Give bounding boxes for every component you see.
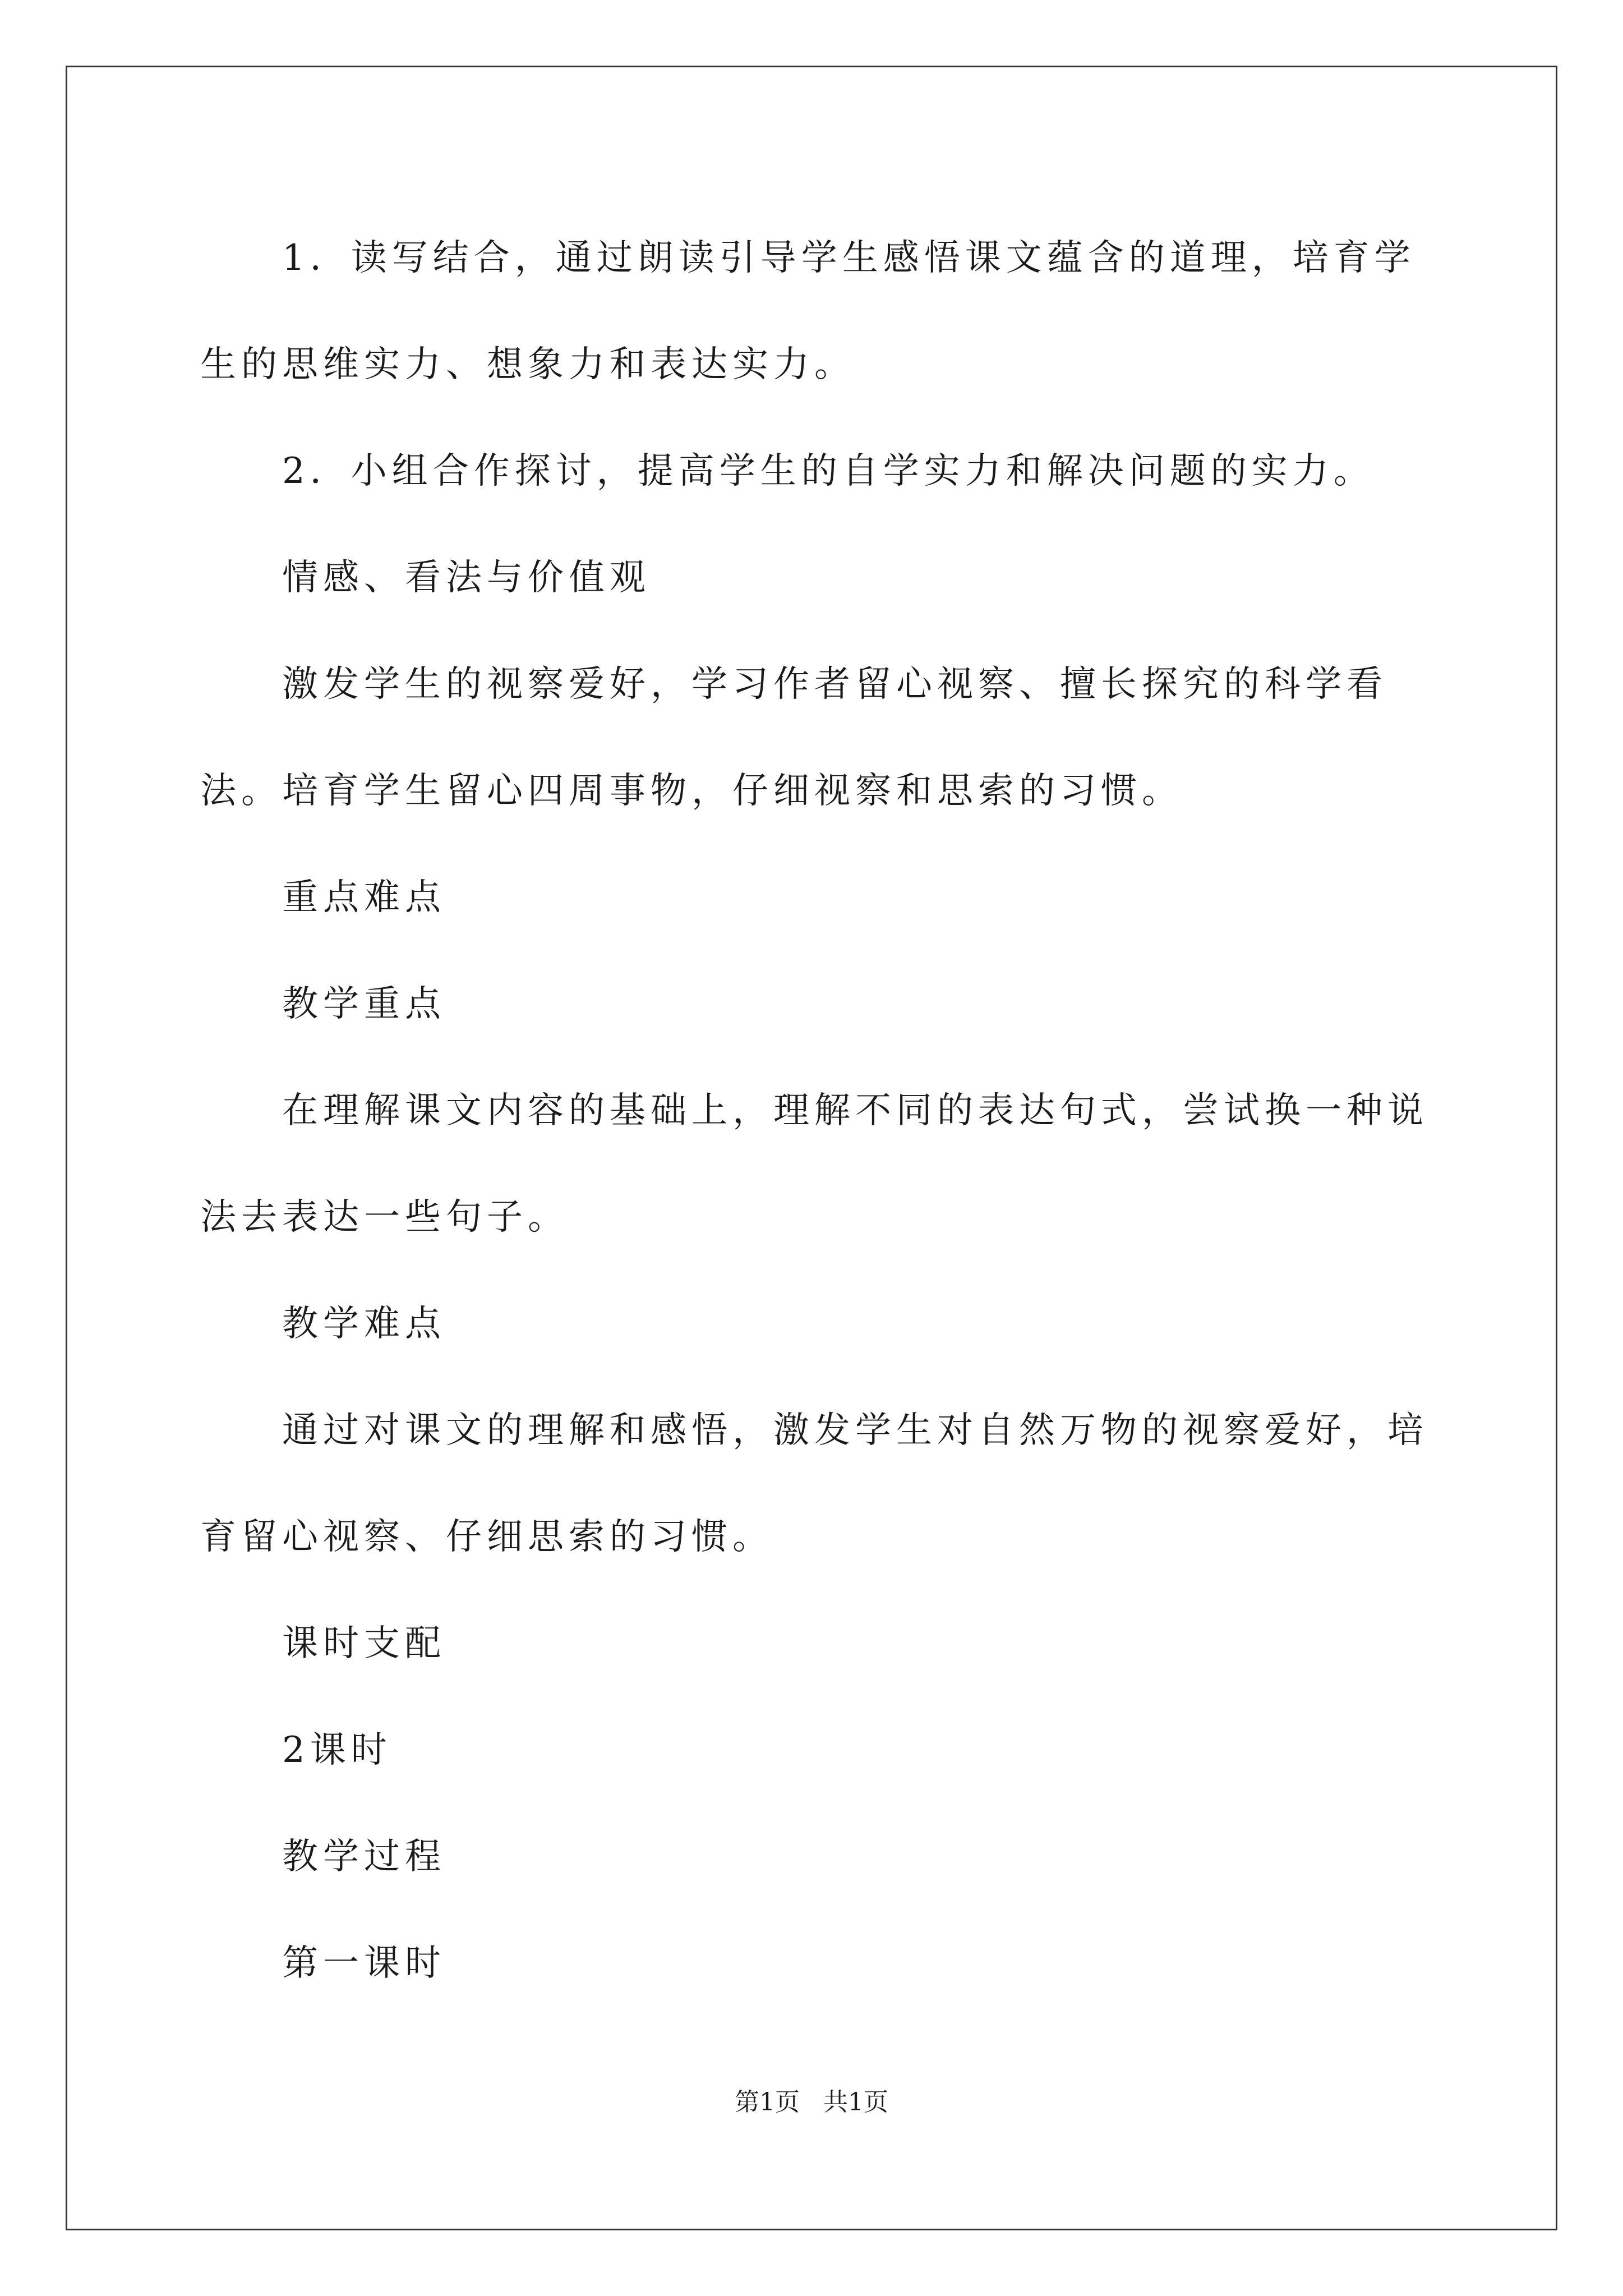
heading-teaching-focus: 教学重点 <box>282 983 446 1025</box>
heading-teaching-difficulty: 教学难点 <box>282 1303 446 1345</box>
paragraph-teaching-difficulty: 通过对课文的理解和感悟，激发学生对自然万物的视察爱好，培育留心视察、仔细思索的习惯。 <box>200 1410 1428 1558</box>
paragraph-objective-2: 2．小组合作探讨，提高学生的自学实力和解决问题的实力。 <box>282 450 1375 492</box>
paragraph-objective-1: 1．读写结合，通过朗读引导学生感悟课文蕴含的道理，培育学生的思维实力、想象力和表达实力。 <box>200 237 1415 385</box>
paragraph-class-hours: 2课时 <box>282 1729 392 1771</box>
heading-teaching-process: 教学过程 <box>282 1836 446 1878</box>
paragraph-teaching-focus: 在理解课文内容的基础上，理解不同的表达句式，尝试换一种说法去表达一些句子。 <box>200 1090 1428 1238</box>
page-number-footer: 第1页 共1页 <box>735 2088 888 2116</box>
heading-emotion-attitude-values: 情感、看法与价值观 <box>282 557 651 599</box>
heading-key-difficult-points: 重点难点 <box>282 877 446 918</box>
heading-class-hours: 课时支配 <box>282 1623 446 1664</box>
heading-first-lesson: 第一课时 <box>282 1943 446 1984</box>
paragraph-emotion-goal: 激发学生的视察爱好，学习作者留心视察、擅长探究的科学看法。培育学生留心四周事物，仔细视察和思索的习惯。 <box>200 664 1387 812</box>
